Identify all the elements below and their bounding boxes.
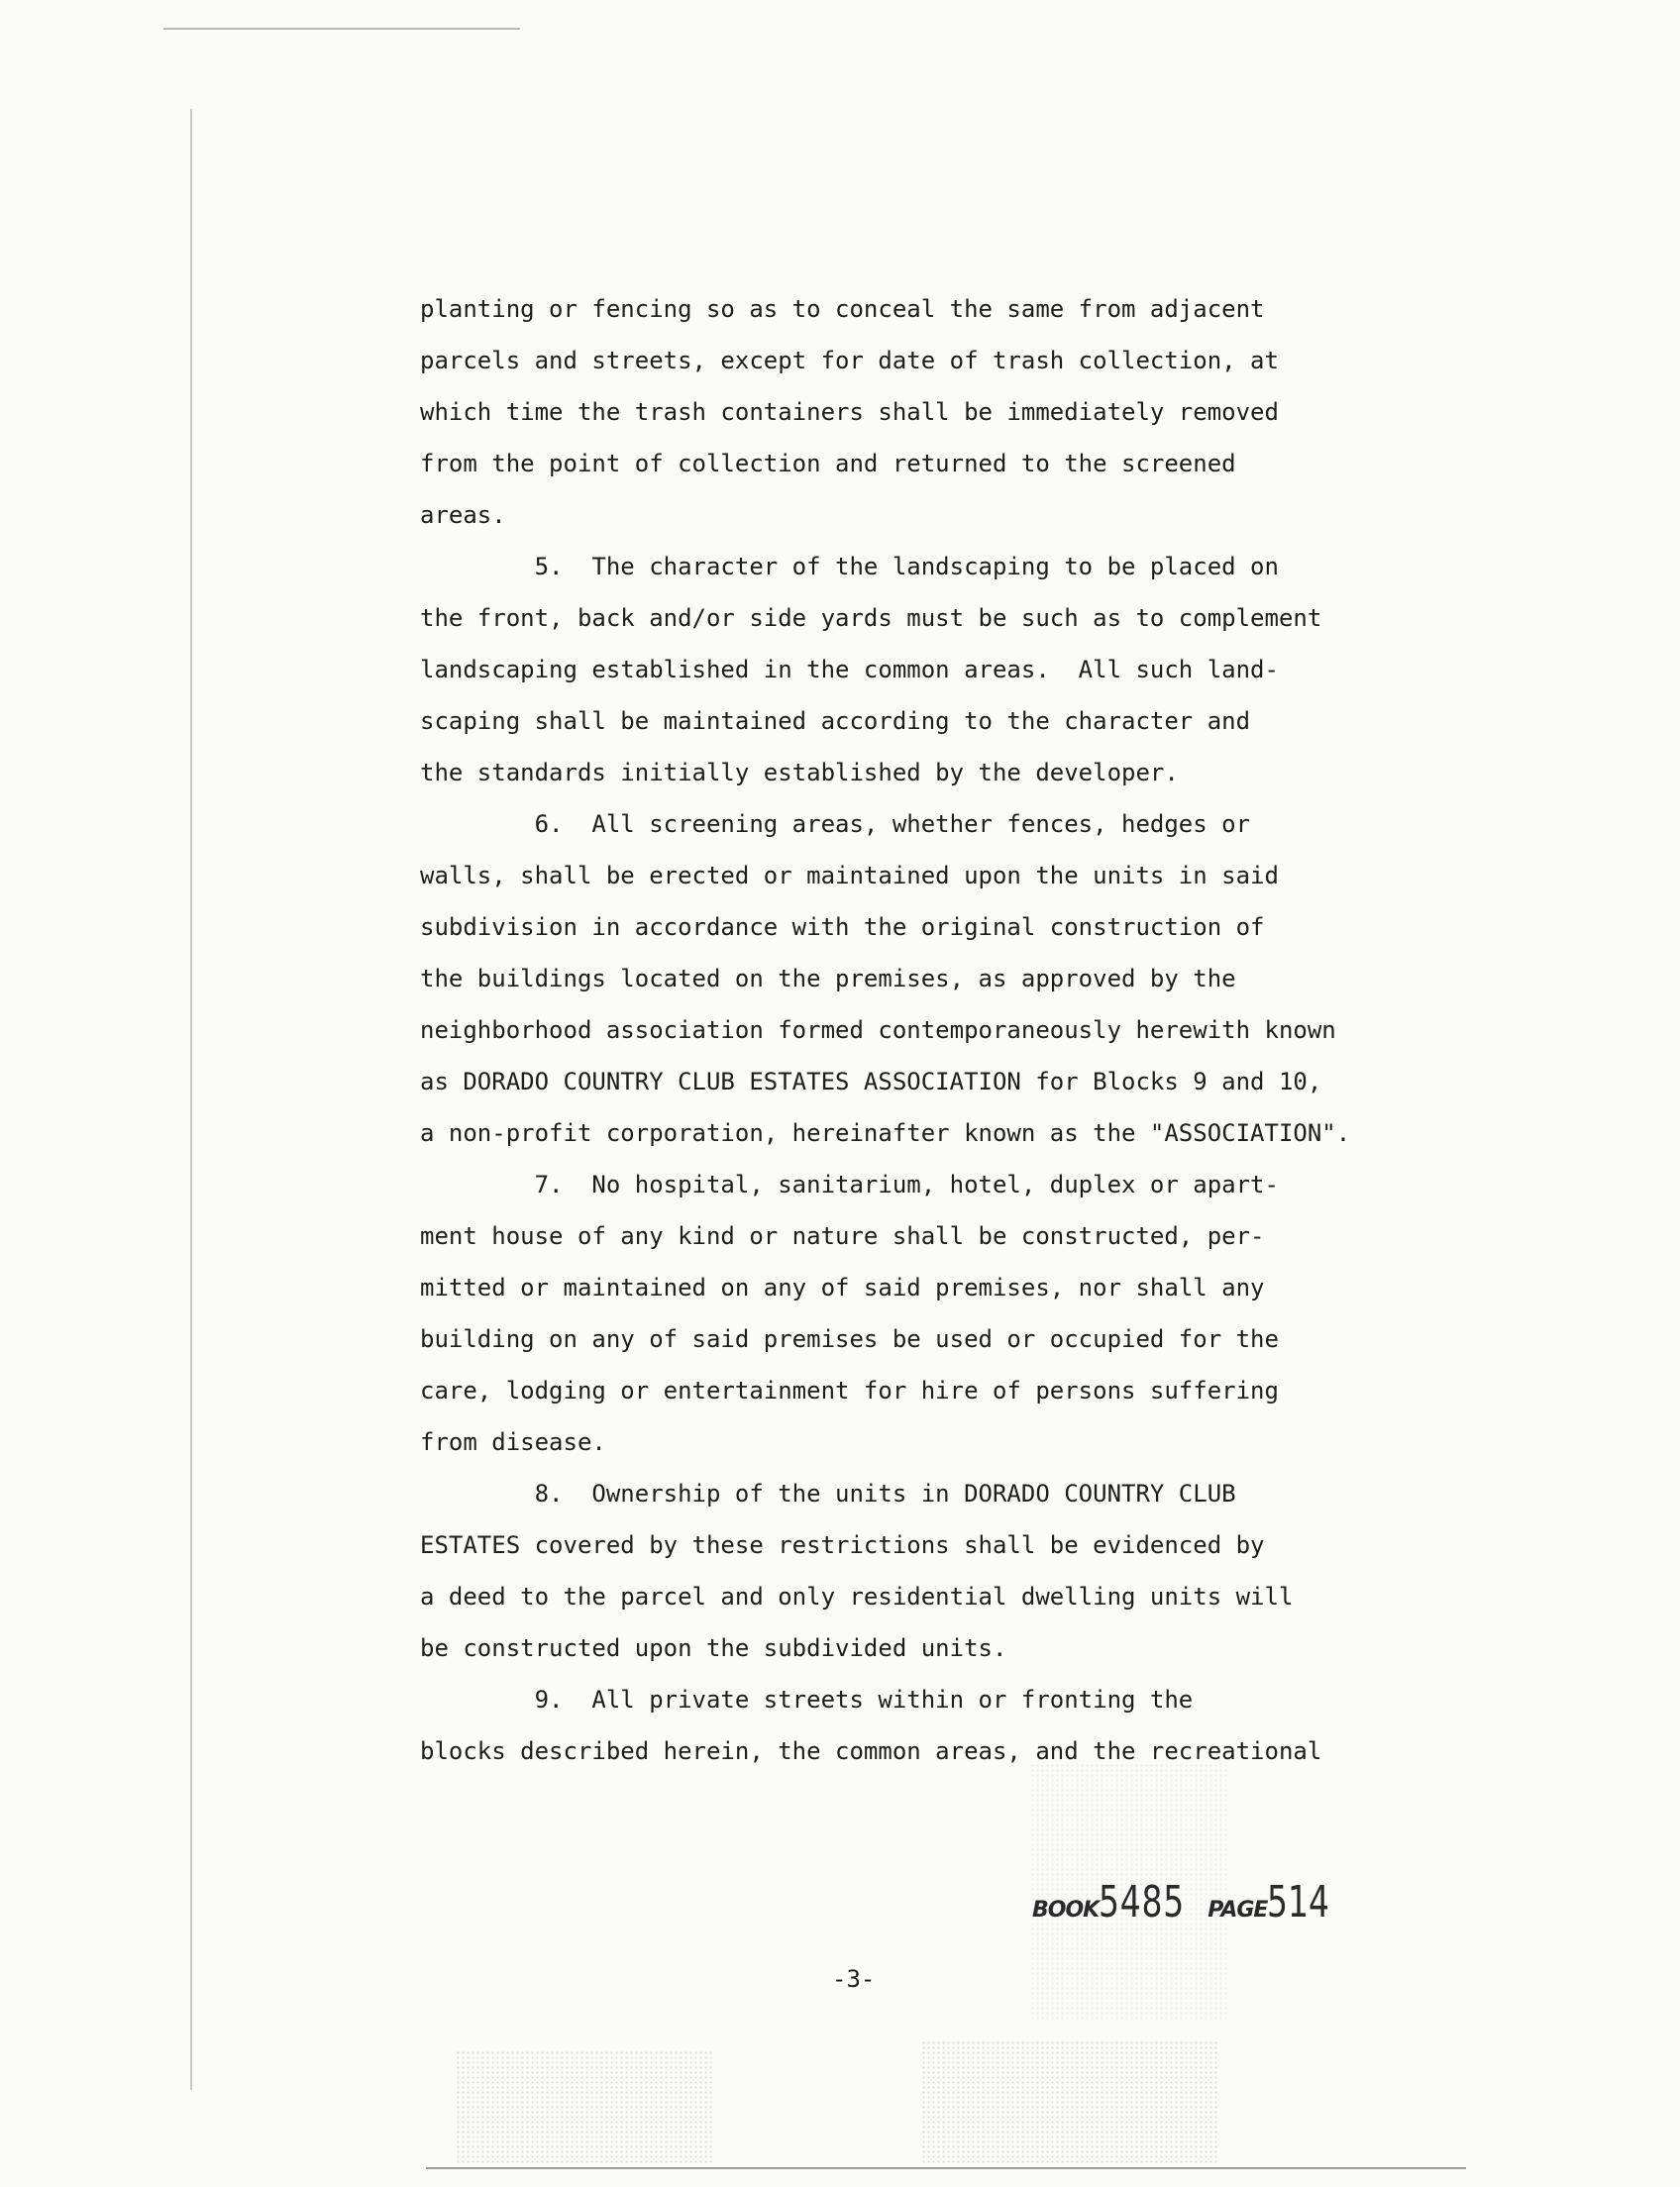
text-line: planting or fencing so as to conceal the same from adjacent — [420, 295, 1265, 323]
text-line: from the point of collection and returned to the screened — [420, 450, 1236, 477]
text-line: care, lodging or entertainment for hire of persons suffering — [420, 1377, 1279, 1405]
paragraph-7-start: 7. No hospital, sanitarium, hotel, duplex or apart- — [420, 1171, 1279, 1198]
text-line: which time the trash containers shall be immediately removed — [420, 398, 1279, 426]
text-line: landscaping established in the common areas. All such land- — [420, 656, 1279, 683]
text-line: building on any of said premises be used or occupied for the — [420, 1325, 1279, 1353]
text-line: walls, shall be erected or maintained upon the units in said — [420, 862, 1279, 889]
text-line: be constructed upon the subdivided units. — [420, 1634, 1007, 1662]
text-line: as DORADO COUNTRY CLUB ESTATES ASSOCIATION for Blocks 9 and 10, — [420, 1068, 1322, 1095]
paragraph-8-start: 8. Ownership of the units in DORADO COUNTRY CLUB — [420, 1480, 1236, 1508]
text-line: the standards initially established by the developer. — [420, 759, 1179, 786]
scan-noise — [921, 2040, 1218, 2164]
document-body — [420, 283, 1411, 1777]
page-label: PAGE — [1208, 1898, 1268, 1923]
text-line: parcels and streets, except for date of trash collection, at — [420, 347, 1279, 374]
text-line: the front, back and/or side yards must be such as to complement — [420, 604, 1322, 632]
text-line: neighborhood association formed contemporaneously herewith known — [420, 1016, 1336, 1044]
text-line: ment house of any kind or nature shall be constructed, per- — [420, 1222, 1265, 1250]
book-label: BOOK — [1032, 1898, 1100, 1923]
text-line: areas. — [420, 501, 506, 529]
paragraph-6-start: 6. All screening areas, whether fences, hedges or — [420, 810, 1251, 838]
paragraph-9-start: 9. All private streets within or fronting the — [420, 1686, 1194, 1714]
paragraph-5-start: 5. The character of the landscaping to be placed on — [420, 553, 1279, 580]
text-line: ESTATES covered by these restrictions shall be evidenced by — [420, 1531, 1265, 1559]
text-line: mitted or maintained on any of said premises, nor shall any — [420, 1274, 1265, 1302]
text-line: a deed to the parcel and only residential dwelling units will — [420, 1583, 1294, 1611]
text-line: the buildings located on the premises, as approved by the — [420, 965, 1236, 992]
text-line: a non-profit corporation, hereinafter known as the "ASSOCIATION". — [420, 1119, 1351, 1147]
stamp-page-number: 514 — [1267, 1877, 1330, 1927]
scan-edge-left — [190, 109, 192, 2090]
scan-edge-bottom — [426, 2167, 1466, 2169]
book-number: 5485 — [1099, 1877, 1186, 1927]
book-page-stamp — [1032, 1877, 1350, 1927]
text-line: scaping shall be maintained according to the character and — [420, 707, 1251, 735]
scan-edge-top — [163, 28, 520, 30]
page-number: -3- — [832, 1965, 876, 1993]
scan-noise — [456, 2050, 713, 2164]
text-line: from disease. — [420, 1428, 606, 1456]
text-line: blocks described herein, the common areas, and the recreational — [420, 1737, 1322, 1765]
text-line: subdivision in accordance with the original construction of — [420, 913, 1265, 941]
